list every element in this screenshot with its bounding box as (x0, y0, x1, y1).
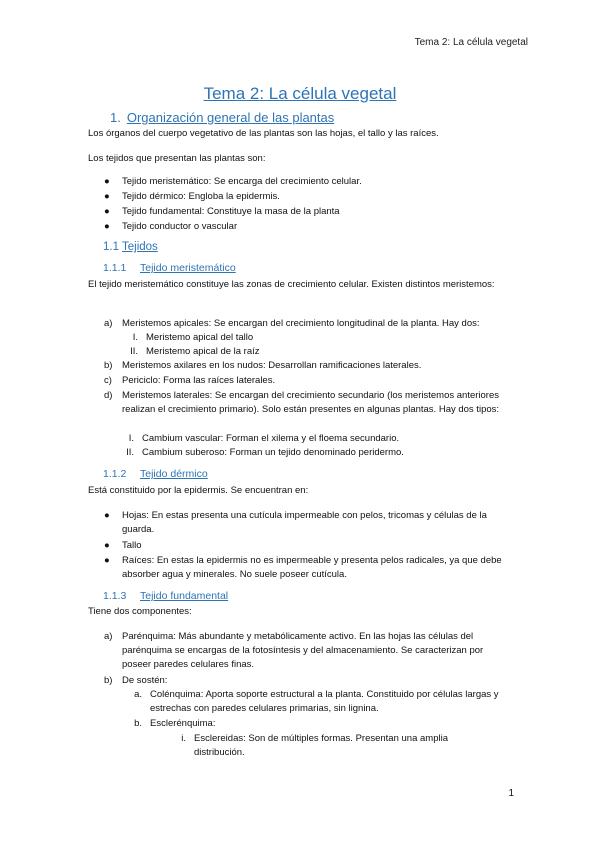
bullet-icon: ● (104, 191, 110, 202)
bullet-icon: ● (104, 221, 110, 232)
list-item: ● Tejido meristemático: Se encarga del crecimiento celular. (104, 176, 362, 187)
section-1-1-3-heading (103, 590, 228, 602)
section-1-1-2-heading (103, 468, 208, 480)
section-title: Organización general de las plantas (126, 110, 335, 125)
list-item: II. Meristemo apical de la raíz (130, 346, 260, 357)
paragraph: El tejido meristemático constituye las zonas de crecimiento celular. Existen distintos meristemos: (88, 279, 495, 290)
list-item: a) Parénquima: Más abundante y metabólicamente activo. En las hojas las células del parénquima se encargas de la fotosíntesis y del almacenamiento. Se caracterizan por poseer paredes celulares finas. (104, 631, 484, 670)
bullet-icon: ● (104, 176, 110, 187)
list-item: ● Tejido fundamental: Constituye la masa de la planta (104, 206, 340, 217)
list-item: ● Hojas: En estas presenta una cutícula impermeable con pelos, tricomas y células de la guarda. (104, 510, 487, 535)
list-item: i. Esclereidas: Son de múltiples formas. Presentan una amplia distribución. (181, 733, 448, 758)
list-item: ● Raíces: En estas la epidermis no es impermeable y presenta pelos radicales, ya que debe absorber agua y minerales. No suele poseer cutícula. (104, 555, 502, 580)
list-item: c) Periciclo: Forma las raíces laterales. (104, 375, 276, 386)
paragraph: Tiene dos componentes: (88, 606, 192, 617)
list-item: b) Meristemos axilares en los nudos: Desarrollan ramificaciones laterales. (104, 360, 422, 371)
bullet-icon: ● (104, 540, 110, 551)
list-item: II. Cambium suberoso: Forman un tejido denominado peridermo. (126, 447, 404, 458)
section-title: Tejido dérmico (140, 468, 208, 480)
document-title: Tema 2: La célula vegetal (203, 84, 397, 103)
section-number: 1.1.2 (103, 468, 127, 480)
list-item: d) Meristemos laterales: Se encargan del crecimiento secundario (los meristemos anteriores realizan el crecimiento primario). Solo están presentes en algunas plantas. Hay dos tipos: (104, 390, 500, 415)
section-1-1-1-heading (103, 262, 236, 274)
list-item: I. Cambium vascular: Forman el xilema y el floema secundario. (128, 433, 400, 444)
section-title: Tejido fundamental (140, 590, 229, 602)
list-item: I. Meristemo apical del tallo (132, 332, 254, 343)
page-number: 1 (508, 788, 514, 799)
list-item: a) Meristemos apicales: Se encargan del crecimiento longitudinal de la planta. Hay dos: (104, 318, 480, 329)
section-1-1-heading (103, 241, 158, 253)
paragraph: Los tejidos que presentan las plantas son: (88, 153, 266, 164)
paragraph: Está constituido por la epidermis. Se encuentran en: (88, 485, 309, 496)
list-item: ● Tejido dérmico: Engloba la epidermis. (104, 191, 280, 202)
section-1-heading (110, 110, 334, 125)
list-item: b) De sostén: (104, 675, 168, 686)
section-number: 1.1.1 (103, 262, 127, 274)
section-number: 1.1 (103, 241, 119, 253)
section-number: 1.1.3 (103, 590, 127, 602)
list-item: b. Esclerénquima: (134, 718, 216, 729)
paragraph: Los órganos del cuerpo vegetativo de las plantas son las hojas, el tallo y las raíces. (88, 128, 439, 139)
section-title: Tejidos (122, 241, 158, 253)
bullet-icon: ● (104, 206, 110, 217)
list-item: a. Colénquima: Aporta soporte estructural a la planta. Constituido por células largas y estrechas con paredes celulares primarias, sin lignina. (134, 689, 499, 714)
bullet-icon: ● (104, 555, 110, 566)
bullet-icon: ● (104, 510, 110, 521)
section-number: 1. (110, 110, 121, 125)
section-title: Tejido meristemático (140, 262, 236, 274)
running-header: Tema 2: La célula vegetal (414, 37, 528, 48)
list-item: ● Tejido conductor o vascular (104, 221, 238, 232)
list-item: ● Tallo (104, 540, 142, 551)
